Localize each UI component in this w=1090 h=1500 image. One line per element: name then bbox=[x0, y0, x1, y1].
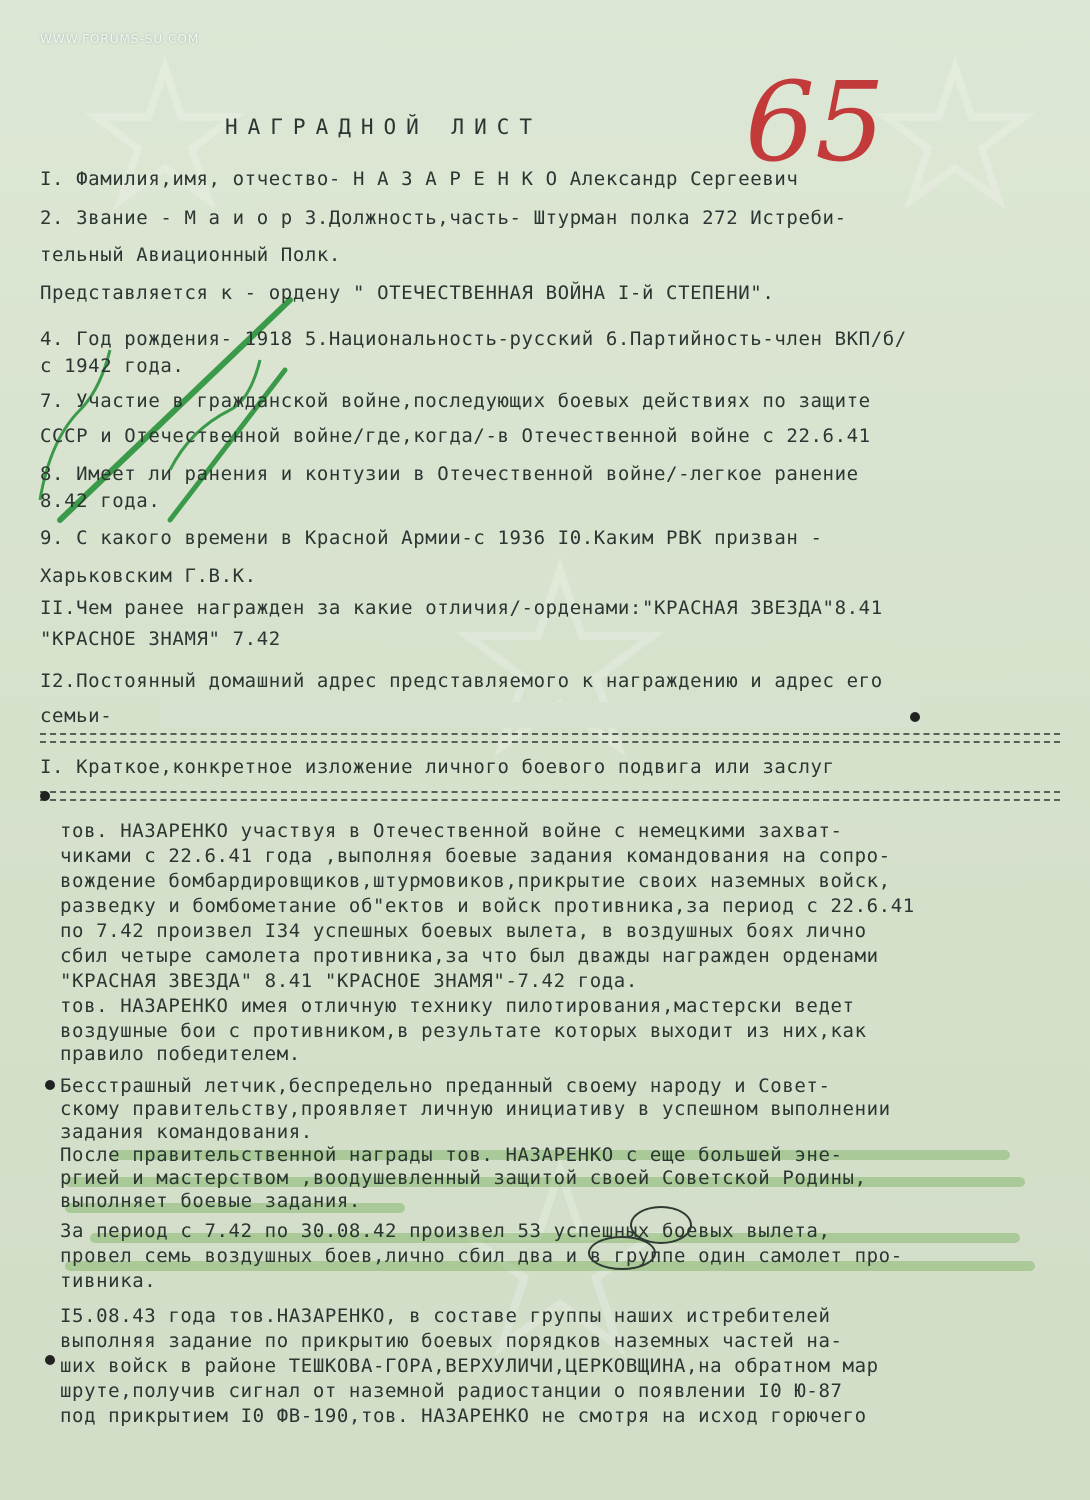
document-title: НАГРАДНОЙ ЛИСТ bbox=[225, 115, 543, 139]
ink-dot bbox=[40, 791, 50, 801]
body-line: I5.08.43 года тов.НАЗАРЕНКО, в составе группы наших истребителей bbox=[60, 1305, 831, 1327]
field-home-address: I2.Постоянный домашний адрес представляемого к награждению и адрес его bbox=[40, 670, 883, 692]
circle-mark bbox=[588, 1236, 656, 1270]
body-line: выполняет боевые задания. bbox=[60, 1190, 361, 1212]
field-family: семьи- bbox=[40, 705, 113, 727]
body-line: сбил четыре самолета противника,за что был дважды награжден орденами bbox=[60, 945, 879, 967]
body-line: воздушные бои с противником,в результате которых выходит из них,как bbox=[60, 1020, 867, 1042]
body-line: После правительственной награды тов. НАЗАРЕНКО с еще большей эне- bbox=[60, 1144, 843, 1166]
field-participation-cont: СССР и Отечественной войне/где,когда/-в Отечественной войне с 22.6.41 bbox=[40, 425, 871, 447]
handwritten-page-number bbox=[740, 58, 885, 186]
body-line: тов. НАЗАРЕНКО имея отличную технику пилотирования,мастерски ведет bbox=[60, 995, 855, 1017]
body-line: чиками с 22.6.41 года ,выполняя боевые задания командования на сопро- bbox=[60, 845, 891, 867]
star-watermark-icon bbox=[460, 560, 660, 760]
body-line: шруте,получив сигнал от наземной радиостанции о появлении I0 Ю-87 bbox=[60, 1380, 843, 1402]
body-line: вождение бомбардировщиков,штурмовиков,прикрытие своих наземных войск, bbox=[60, 870, 891, 892]
body-line: выполняя задание по прикрытию боевых порядков наземных частей на- bbox=[60, 1330, 843, 1352]
field-position-cont: тельный Авиационный Полк. bbox=[40, 244, 341, 266]
body-line: задания командования. bbox=[60, 1121, 313, 1143]
field-name: I. Фамилия,имя, отчество- Н А З А Р Е Н К О Александр Сергеевич bbox=[40, 168, 799, 190]
ink-dot bbox=[45, 1080, 55, 1090]
redacted-address bbox=[160, 702, 920, 728]
body-line: "КРАСНАЯ ЗВЕЗДА" 8.41 "КРАСНОЕ ЗНАМЯ"-7.42 года. bbox=[60, 970, 638, 992]
field-birth-nationality-party: 4. Год рождения- 1918 5.Национальность-русский 6.Партийность-член ВКП/б/ bbox=[40, 328, 907, 350]
field-participation: 7. Участие в гражданской войне,последующих боевых действиях по защите bbox=[40, 390, 871, 412]
body-line: ших войск в районе ТЕШКОВА-ГОРА,ВЕРХУЛИЧИ,ЦЕРКОВЩИНА,на обратном мар bbox=[60, 1355, 879, 1377]
field-army-since: 9. С какого времени в Красной Армии-с 1936 I0.Каким РВК призван - bbox=[40, 527, 823, 549]
svg-text:65: 65 bbox=[745, 58, 885, 186]
star-watermark-icon bbox=[880, 60, 1030, 210]
field-rank-position: 2. Звание - М а и о р 3.Должность,часть- Штурман полка 272 Истреби- bbox=[40, 207, 847, 229]
ink-dot bbox=[45, 1355, 55, 1365]
body-line: провел семь воздушных боев,лично сбил два и в группе один самолет про- bbox=[60, 1245, 903, 1267]
field-previous-awards: II.Чем ранее награжден за какие отличия/-орденами:"КРАСНАЯ ЗВЕЗДА"8.41 bbox=[40, 597, 883, 619]
separator-line bbox=[40, 733, 1060, 743]
field-party-year: с 1942 года. bbox=[40, 355, 185, 377]
body-line: ргией и мастерством ,воодушевленный защитой своей Советской Родины, bbox=[60, 1167, 867, 1189]
field-nominated-order: Представляется к - ордену " ОТЕЧЕСТВЕННАЯ ВОЙНА I-й СТЕПЕНИ". bbox=[40, 282, 775, 304]
body-line: разведку и бомбометание об"ектов и войск противника,за период с 22.6.41 bbox=[60, 895, 915, 917]
separator-line bbox=[40, 791, 1060, 801]
body-line: правило победителем. bbox=[60, 1043, 301, 1065]
field-draft-office: Харьковским Г.В.К. bbox=[40, 565, 257, 587]
watermark-url: WWW.FORUMS-SU.COM bbox=[40, 32, 200, 46]
field-previous-awards-cont: "КРАСНОЕ ЗНАМЯ" 7.42 bbox=[40, 628, 281, 650]
body-line: по 7.42 произвел I34 успешных боевых вылета, в воздушных боях лично bbox=[60, 920, 867, 942]
body-line: За период с 7.42 по 30.08.42 произвел 53 успешных боевых вылета, bbox=[60, 1220, 831, 1242]
body-line: тов. НАЗАРЕНКО участвуя в Отечественной войне с немецкими захват- bbox=[60, 820, 843, 842]
field-wounds: 8. Имеет ли ранения и контузии в Отечественной войне/-легкое ранение bbox=[40, 463, 859, 485]
section-heading: I. Краткое,конкретное изложение личного боевого подвига или заслуг bbox=[40, 756, 835, 778]
body-line: тивника. bbox=[60, 1270, 157, 1292]
field-wounds-date: 8.42 года. bbox=[40, 490, 161, 512]
ink-dot bbox=[910, 712, 920, 722]
body-line: скому правительству,проявляет личную инициативу в успешном выполнении bbox=[60, 1098, 891, 1120]
body-line: Бесстрашный летчик,беспредельно преданный своему народу и Совет- bbox=[60, 1075, 831, 1097]
body-line: под прикрытием I0 ФВ-190,тов. НАЗАРЕНКО не смотря на исход горючего bbox=[60, 1405, 867, 1427]
